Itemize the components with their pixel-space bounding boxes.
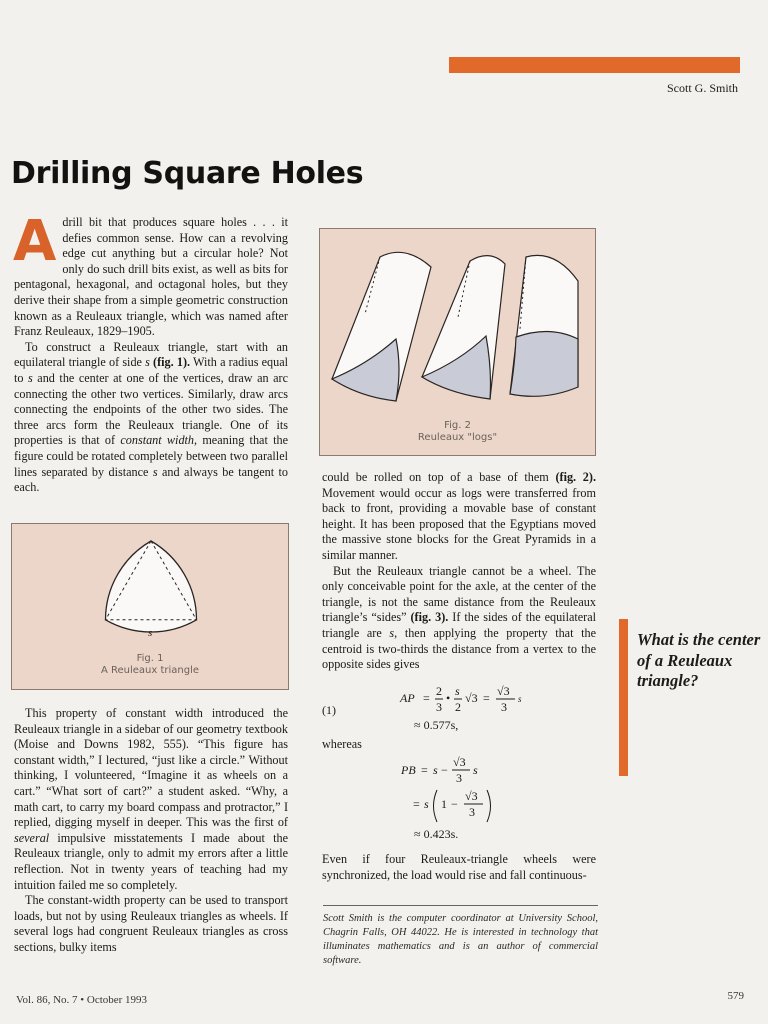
article-title: Drilling Square Holes [11, 156, 364, 191]
svg-text:√3: √3 [465, 691, 478, 705]
fig1-caption: Fig. 1 A Reuleaux triangle [100, 653, 200, 676]
paragraph-2: To construct a Reuleaux triangle, start with an equilateral triangle of side s (fig. 1). With a radius equal to s and the center at one of the vertices, draw an arc connecting the other two vertices. Similarly, draw arcs connecting the endpoints of the other two sides. The three arcs form the Reuleaux triangle. One of its properties is that of constant width, meaning that the figure could be rotated completely between two parallel lines separated by distance s and always be tangent to each. [14, 339, 288, 495]
column-2-bottom [322, 852, 596, 883]
drop-cap: A [13, 209, 57, 274]
svg-text:√3: √3 [453, 755, 466, 769]
reuleaux-shape [106, 541, 197, 632]
log-3 [510, 255, 578, 396]
svg-text:2: 2 [436, 684, 442, 698]
svg-text:3: 3 [501, 700, 507, 714]
author-bio: Scott Smith is the computer coordinator at University School, Chagrin Falls, OH 44022. He is interested in technology that illuminates mathematics and is an author of commercial software. [323, 913, 598, 966]
svg-text:3: 3 [469, 805, 475, 819]
svg-text:s: s [473, 763, 478, 777]
column-1-top [13, 209, 288, 496]
log-2 [422, 256, 505, 399]
paragraph-6: But the Reuleaux triangle cannot be a wheel. The only conceivable point for the axle, at the center of the triangle, is not the same distance from the Reuleaux triangle’s “sides” (fig. 3). If the sides of the equilateral triangle are s, then applying the property that the centroid is two-thirds the distance from a vertex to the opposite sides gives [322, 563, 597, 672]
svg-text:√3: √3 [497, 684, 510, 698]
svg-text:s: s [518, 694, 522, 704]
svg-text:s: s [424, 797, 429, 811]
svg-text:2: 2 [455, 700, 461, 714]
fig1-ref: (fig. 1). [153, 355, 191, 370]
svg-text:=: = [423, 691, 430, 705]
pullquote-accent-bar [619, 619, 628, 776]
svg-text:3: 3 [436, 700, 442, 714]
fig2-ref: (fig. 2). [555, 470, 596, 484]
paragraph-7: Even if four Reuleaux-triangle wheels were synchronized, the load would rise and fall continuous- [322, 852, 596, 882]
svg-text:3: 3 [456, 771, 462, 785]
equation-pb-factored [403, 782, 523, 826]
equation-ap-result: ≈ 0.577s, [414, 718, 459, 732]
page-number: 579 [727, 990, 744, 1002]
column-1-bottom [14, 706, 288, 956]
author-name: Scott G. Smith [666, 81, 738, 95]
figure-1 [11, 523, 289, 690]
side-label: s [148, 627, 153, 639]
svg-text:=: = [413, 797, 420, 811]
fig2-caption: Fig. 2 Reuleaux "logs" [417, 420, 498, 443]
svg-text:=: = [483, 691, 490, 705]
equation-ap [395, 683, 555, 719]
svg-text:−: − [441, 763, 448, 777]
equation-number: (1) [322, 703, 336, 717]
svg-text:−: − [451, 797, 458, 811]
svg-text:1: 1 [441, 797, 447, 811]
pullquote: What is the center of a Reuleaux triangle? [637, 630, 761, 690]
figure-2 [319, 228, 596, 456]
issue-info: Vol. 86, No. 7 • October 1993 [16, 994, 148, 1006]
paragraph-5: could be rolled on top of a base of them (fig. 2). Movement would occur as logs were transferred from back to front, providing a movable base of constant height. It has been proposed that the Egyptians moved the massive stone blocks for the Great Pyramids in a similar manner. [322, 470, 596, 562]
bio-divider [323, 905, 598, 906]
paragraph-1: Adrill bit that produces square holes . . . it defies common sense. How can a revolving edge cut anything but a circular hole? Not only do such drill bits exist, as well as bits for pentagonal, hexagonal, and octagonal holes, but they derive their shape from a simple geometric construction known as a Reuleaux triangle, which was named after Franz Reuleaux, 1829–1905. [13, 209, 288, 339]
header-accent-bar [449, 57, 740, 73]
svg-text:=: = [421, 763, 428, 777]
fig3-ref: (fig. 3). [410, 610, 449, 625]
paragraph-4: The constant-width property can be used to transport loads, but not by using Reuleaux triangles as wheels. If several logs had congruent Reuleaux triangles as cross sections, bulky items [14, 893, 288, 954]
svg-text:√3: √3 [465, 789, 478, 803]
equation-pb-result: ≈ 0.423s. [414, 827, 459, 841]
column-2-top [322, 470, 596, 673]
svg-text:PB: PB [401, 763, 416, 777]
svg-text:AP: AP [400, 691, 415, 705]
svg-text:s: s [455, 684, 460, 698]
whereas-text: whereas [322, 737, 362, 751]
log-3-face [510, 331, 578, 396]
svg-text:s: s [433, 763, 438, 777]
log-1 [332, 252, 431, 401]
svg-text:•: • [446, 691, 451, 705]
paragraph-3: This property of constant width introduced the Reuleaux triangle in a sidebar of our geometry textbook (Moise and Downs 1982, 555). “This figure has constant width,” I lectured, “just like a circle.” Without thinking, I volunteered, “Imagine it as wheels on a cart.” “What sort of cart?” a student asked. “Why, a math cart, to carry my board compass and protractor,” I replied, digging myself in deeper. This was the first of several impulsive misstatements I made about the Reuleaux triangle, only to admit my errors after a little reflection. Not in twenty years of teaching had my intuition failed me so completely. [14, 706, 288, 892]
